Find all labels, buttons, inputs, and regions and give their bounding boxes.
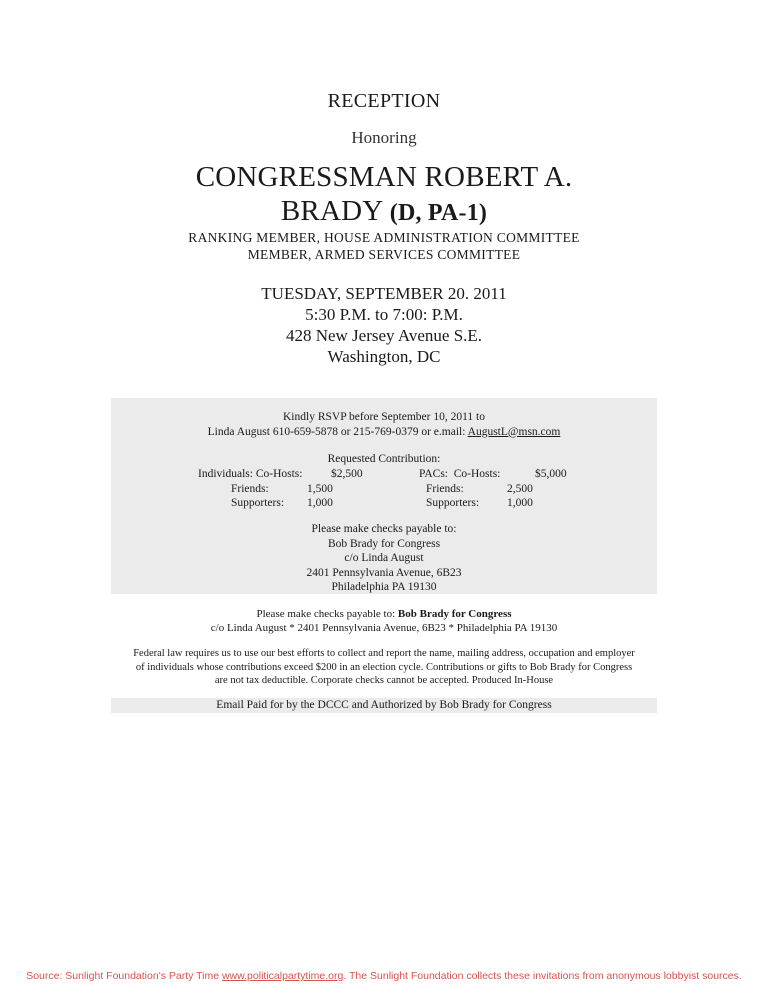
source-footer: [0, 970, 768, 982]
individuals-label: Individuals: Co-Hosts:: [198, 468, 303, 480]
congressman-line1: CONGRESSMAN ROBERT A.: [195, 161, 573, 193]
pacs-supporters-amount: 1,000: [507, 497, 533, 509]
rsvp-info: [111, 410, 657, 439]
checks-line: c/o Linda August: [344, 552, 424, 564]
payment-note-address: c/o Linda August * 2401 Pennsylvania Avenue, 6B23 * Philadelphia PA 19130: [210, 622, 558, 634]
rsvp-email-link[interactable]: AugustL@msn.com: [467, 425, 561, 438]
rsvp-line1: Kindly RSVP before September 10, 2011 to: [283, 411, 485, 423]
individuals-friends-label: Friends:: [231, 483, 269, 495]
checks-line: Bob Brady for Congress: [327, 537, 441, 550]
party-district: (D, PA-1): [389, 200, 488, 226]
checks-line: Please make checks payable to:: [311, 523, 457, 535]
committee-line: MEMBER, ARMED SERVICES COMMITTEE: [247, 247, 521, 262]
payment-note-prefix: Please make checks payable to:: [256, 608, 398, 620]
pacs-label: PACs: Co-Hosts:: [419, 468, 501, 480]
committee-list: [0, 229, 768, 263]
legal-line: Federal law requires us to use our best efforts to collect and report the name, mailing address, occupation and employer: [133, 648, 635, 659]
individuals-cohosts-amount: $2,500: [331, 468, 363, 480]
pacs-supporters-label: Supporters:: [426, 497, 480, 509]
checks-payable-block: [111, 522, 657, 595]
event-date: TUESDAY, SEPTEMBER 20. 2011: [261, 284, 507, 303]
payment-note-payee: Bob Brady for Congress: [397, 608, 512, 620]
paid-for-notice: Email Paid for by the DCCC and Authorized by Bob Brady for Congress: [111, 698, 657, 713]
congressman-line2: [0, 194, 768, 230]
rsvp-box: [111, 398, 657, 594]
checks-line: 2401 Pennsylvania Avenue, 6B23: [306, 566, 462, 579]
congressman-surname: BRADY: [280, 195, 383, 227]
congressman-name: [0, 160, 768, 230]
pacs-friends-amount: 2,500: [507, 483, 533, 495]
contribution-title: Requested Contribution:: [327, 453, 441, 465]
event-address: 428 New Jersey Avenue S.E.: [285, 326, 483, 345]
event-time: 5:30 P.M. to 7:00: P.M.: [305, 305, 463, 324]
event-heading: RECEPTION: [327, 90, 441, 112]
event-details: [0, 283, 768, 367]
source-link[interactable]: www.politicalpartytime.org: [221, 970, 344, 982]
source-prefix: Source: Sunlight Foundation's Party Time: [26, 970, 222, 982]
legal-line: of individuals whose contributions exceed $200 in an election cycle. Contributions or gifts to Bob Brady for Congress: [135, 661, 633, 673]
payment-note-line1: [0, 607, 768, 621]
honoring-label: Honoring: [351, 128, 417, 147]
legal-disclaimer: [111, 647, 657, 688]
rsvp-line2: [111, 425, 657, 440]
individuals-supporters-label: Supporters:: [231, 497, 285, 509]
payment-note: [0, 607, 768, 635]
individuals-friends-amount: 1,500: [307, 483, 333, 495]
pacs-friends-label: Friends:: [426, 483, 464, 495]
rsvp-contact: Linda August 610-659-5878 or 215-769-0379 or e.mail:: [207, 425, 468, 438]
checks-line: Philadelphia PA 19130: [331, 581, 437, 593]
event-city: Washington, DC: [327, 347, 441, 366]
legal-line: are not tax deductible. Corporate checks cannot be accepted. Produced In-House: [214, 675, 554, 686]
individuals-supporters-amount: 1,000: [307, 497, 333, 509]
committee-line: RANKING MEMBER, HOUSE ADMINISTRATION COMMITTEE: [188, 230, 580, 245]
source-suffix: . The Sunlight Foundation collects these invitations from anonymous lobbyist sources.: [343, 970, 742, 982]
pacs-cohosts-amount: $5,000: [535, 468, 567, 480]
